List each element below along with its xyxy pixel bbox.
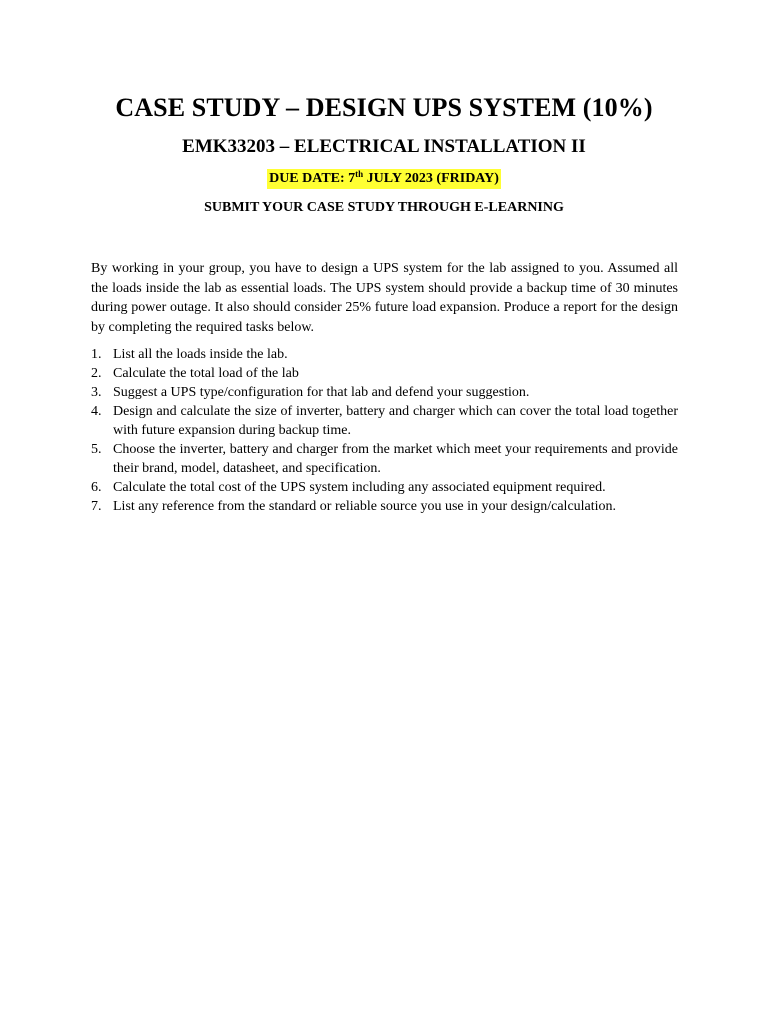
list-item-number: 6. xyxy=(91,480,102,495)
intro-paragraph: By working in your group, you have to design a UPS system for the lab assigned to you. Assumed all the loads inside the lab as essential loads. The UPS system should provide a backup time of 30 minutes during power outage. It also should consider 25% future load expansion. Produce a report for the design by completing the required tasks below. xyxy=(91,261,678,335)
list-item xyxy=(91,383,678,402)
due-date-highlight xyxy=(267,169,501,189)
list-item-text: Design and calculate the size of inverter, battery and charger which can cover the total load together with future expansion during backup time. xyxy=(113,404,678,438)
list-item xyxy=(91,497,678,516)
submission-note: SUBMIT YOUR CASE STUDY THROUGH E-LEARNING xyxy=(204,200,564,215)
list-item xyxy=(91,364,678,383)
list-item xyxy=(91,345,678,364)
list-item-number: 2. xyxy=(91,366,102,381)
list-item-text: Suggest a UPS type/configuration for that lab and defend your suggestion. xyxy=(113,385,530,400)
due-date-ordinal: th xyxy=(355,169,364,179)
list-item-number: 3. xyxy=(91,385,102,400)
due-date-prefix: DUE DATE: 7 xyxy=(269,171,356,186)
list-item-text: List any reference from the standard or reliable source you use in your design/calculation. xyxy=(113,499,617,514)
list-item xyxy=(91,402,678,440)
list-item-text: Calculate the total load of the lab xyxy=(113,366,299,381)
due-date-line xyxy=(0,169,768,189)
list-item xyxy=(91,440,678,478)
list-item-number: 5. xyxy=(91,442,102,457)
list-item-text: List all the loads inside the lab. xyxy=(113,347,288,362)
list-item xyxy=(91,478,678,497)
list-item-number: 1. xyxy=(91,347,102,362)
list-item-text: Calculate the total cost of the UPS system including any associated equipment required. xyxy=(113,480,606,495)
course-title: EMK33203 – ELECTRICAL INSTALLATION II xyxy=(182,136,586,157)
document-title: CASE STUDY – DESIGN UPS SYSTEM (10%) xyxy=(115,93,653,122)
list-item-number: 7. xyxy=(91,499,102,514)
list-item-text: Choose the inverter, battery and charger from the market which meet your requirements and provide their brand, model, datasheet, and specification. xyxy=(113,442,678,476)
due-date-suffix: JULY 2023 (FRIDAY) xyxy=(363,171,499,186)
list-item-number: 4. xyxy=(91,404,102,419)
task-list xyxy=(91,345,678,516)
